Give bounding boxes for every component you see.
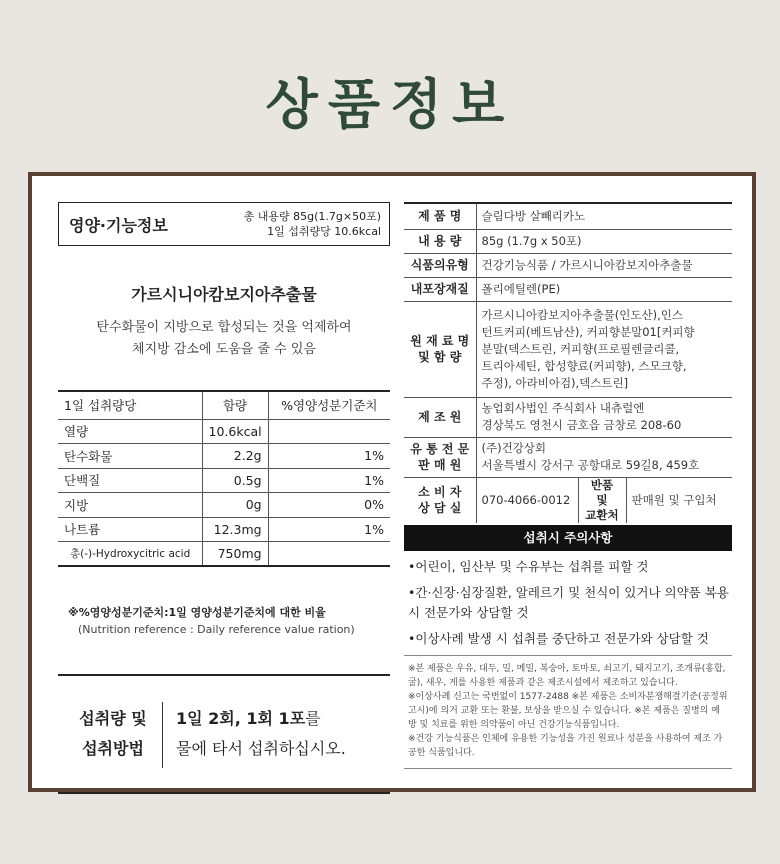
intake-value	[176, 704, 346, 764]
spec-label-line: 판 매 원	[418, 458, 462, 472]
caution-item: •간·신장·심장질환, 알레르기 및 천식이 있거나 의약품 복용 시 전문가와 상담할 것	[408, 584, 729, 620]
intake-divider	[162, 702, 163, 768]
spec-row	[404, 253, 732, 277]
nutrient-name: 열량	[58, 419, 202, 444]
spec-table	[404, 202, 732, 523]
spec-row	[404, 277, 732, 301]
intake-label-line: 섭취량 및	[79, 709, 147, 728]
nutrient-percent: 1%	[268, 517, 390, 542]
column-header: 1일 섭취량당	[58, 391, 202, 419]
manufacturer-name: 농업회사법인 주식회사 내츄럴엔	[481, 401, 645, 415]
spec-label	[404, 301, 476, 397]
table-header-row	[58, 391, 390, 419]
intake-section	[58, 674, 390, 794]
spec-label-line: 상 담 실	[418, 501, 462, 515]
disclaimer-line: ※본 제품은 우유, 대두, 밀, 메밀, 복숭아, 토마토, 쇠고기, 돼지고기, 조개류(홍합, 굴), 새우, 게를 사용한 제품과 같은 제조시설에서 제조하고 있습니다.	[408, 663, 726, 688]
ingredient-line: 주정), 아라비아검),덱스트린]	[481, 375, 629, 390]
spec-label	[404, 437, 476, 477]
spec-value: 85g (1.7g x 50포)	[476, 229, 732, 253]
consumer-phone: 070-4066-0012	[476, 477, 578, 523]
effect-line: 탄수화물이 지방으로 합성되는 것을 억제하여	[96, 320, 352, 335]
spec-row	[404, 437, 732, 477]
caution-item: •어린이, 임산부 및 수유부는 섭취를 피할 것	[408, 558, 649, 574]
caution-item: •이상사례 발생 시 섭취를 중단하고 전문가와 상담할 것	[408, 630, 709, 646]
nutrient-name: 단백질	[58, 468, 202, 493]
disclaimer-line: ※이상사례 신고는 국번없이 1577-2488 ※본 제품은 소비자분쟁해결기준(공정위고시)에 의거 교환 또는 환불, 보상을 받으실 수 있습니다. ※본 제품은 질병의 예방 및 치료를 위한 의약품이 아닌 건강기능식품입니다.	[408, 691, 728, 730]
ingredient-line: 트리아세틴, 합성향료(커피향), 스모크향,	[481, 358, 687, 373]
caution-list	[404, 551, 732, 649]
table-row	[58, 444, 390, 469]
reference-note-main: ※%영양성분기준치:1일 영양성분기준치에 대한 비율	[68, 606, 326, 619]
spec-row	[404, 397, 732, 437]
spec-label: 내 용 량	[404, 229, 476, 253]
spec-value	[476, 301, 732, 397]
effect-line: 체지방 감소에 도움을 줄 수 있음	[132, 342, 316, 357]
spec-label: 내포장재질	[404, 277, 476, 301]
intake-dose-suffix: 를	[305, 709, 321, 728]
nutrient-name: 탄수화물	[58, 444, 202, 469]
return-label	[578, 477, 626, 523]
nutrient-amount: 750mg	[202, 542, 268, 567]
nutrient-amount: 0g	[202, 493, 268, 518]
nutrient-name: 지방	[58, 493, 202, 518]
table-row	[58, 542, 390, 567]
nutrition-table	[58, 390, 390, 567]
nutrient-amount: 0.5g	[202, 468, 268, 493]
table-row	[58, 493, 390, 518]
intake-value-line: 물에 타서 섭취하십시오.	[176, 739, 346, 758]
spec-section	[404, 202, 732, 769]
spec-label-line: 및 함 량	[418, 350, 462, 364]
nutrient-percent: 0%	[268, 493, 390, 518]
ingredient-line: 분말(덱스트린, 커피향(프로필렌글리콜,	[481, 341, 680, 356]
reference-note	[68, 604, 355, 638]
nutrient-name: 총(-)-Hydroxycitric acid	[58, 542, 202, 567]
intake-value-line	[176, 704, 346, 734]
nutrition-title: 영양·기능정보	[69, 215, 168, 235]
caution-title: 섭취시 주의사항	[404, 525, 732, 551]
seller-name: (주)건강상회	[481, 441, 547, 455]
functional-ingredient: 가르시니아캄보지아추출물	[131, 285, 317, 304]
return-place: 판매원 및 구입처	[626, 477, 732, 523]
disclaimer	[404, 655, 732, 769]
nutrient-amount: 12.3mg	[202, 517, 268, 542]
spec-row	[404, 229, 732, 253]
return-label-line: 교환처	[585, 507, 619, 522]
spec-value: 슬림다방 살빼리카노	[476, 203, 732, 229]
spec-row	[404, 203, 732, 229]
spec-value	[476, 437, 732, 477]
ingredient-line: 턴트커피(베트남산), 커피향분말01[커피향	[481, 324, 695, 339]
spec-value: 건강기능식품 / 가르시니아캄보지아추출물	[476, 253, 732, 277]
spec-label	[404, 477, 476, 523]
spec-value: 폴리에틸렌(PE)	[476, 277, 732, 301]
spec-label: 제 품 명	[404, 203, 476, 229]
reference-note-sub: (Nutrition reference : Daily reference value ration)	[78, 623, 355, 636]
spec-label: 제 조 원	[404, 397, 476, 437]
intake-dose: 1일 2회, 1회 1포	[176, 709, 306, 728]
nutrition-header	[58, 202, 390, 246]
nutrition-amounts	[244, 209, 381, 239]
product-info-panel	[28, 172, 756, 792]
nutrition-section	[58, 202, 390, 758]
daily-amount: 1일 섭취량당 10.6kcal	[267, 225, 381, 238]
nutrient-amount: 2.2g	[202, 444, 268, 469]
functional-effect	[58, 317, 390, 361]
intake-label	[72, 704, 154, 764]
spec-row	[404, 301, 732, 397]
table-row	[58, 468, 390, 493]
table-row	[58, 419, 390, 444]
intake-label-line: 섭취방법	[82, 739, 144, 758]
ingredient-line: 가르시니아캄보지아추출물(인도산),인스	[481, 307, 683, 322]
table-row	[58, 517, 390, 542]
nutrient-percent: 1%	[268, 468, 390, 493]
nutrient-amount: 10.6kcal	[202, 419, 268, 444]
spec-label-line: 원 재 료 명	[410, 334, 470, 348]
nutrient-percent	[268, 542, 390, 567]
spec-label: 식품의유형	[404, 253, 476, 277]
spec-label-line: 소 비 자	[418, 485, 462, 499]
manufacturer-address: 경상북도 영천시 금호읍 금창로 208-60	[481, 418, 682, 432]
spec-value	[476, 397, 732, 437]
nutrient-name: 나트륨	[58, 517, 202, 542]
total-amount: 총 내용량 85g(1.7g×50포)	[243, 210, 381, 223]
seller-address: 서울특별시 강서구 공항대로 59길8, 459호	[481, 458, 700, 472]
disclaimer-line: ※건강 기능식품은 인체에 유용한 기능성을 가진 원료나 성분을 사용하여 제조 가공한 식품입니다.	[408, 733, 723, 758]
nutrient-percent	[268, 419, 390, 444]
return-label-line: 반품 및	[590, 477, 614, 507]
spec-label-line: 유 통 전 문	[410, 442, 470, 456]
column-header: 함량	[202, 391, 268, 419]
page-title: 상품정보	[265, 73, 515, 136]
nutrient-percent: 1%	[268, 444, 390, 469]
column-header: %영양성분기준치	[268, 391, 390, 419]
spec-row	[404, 477, 732, 523]
